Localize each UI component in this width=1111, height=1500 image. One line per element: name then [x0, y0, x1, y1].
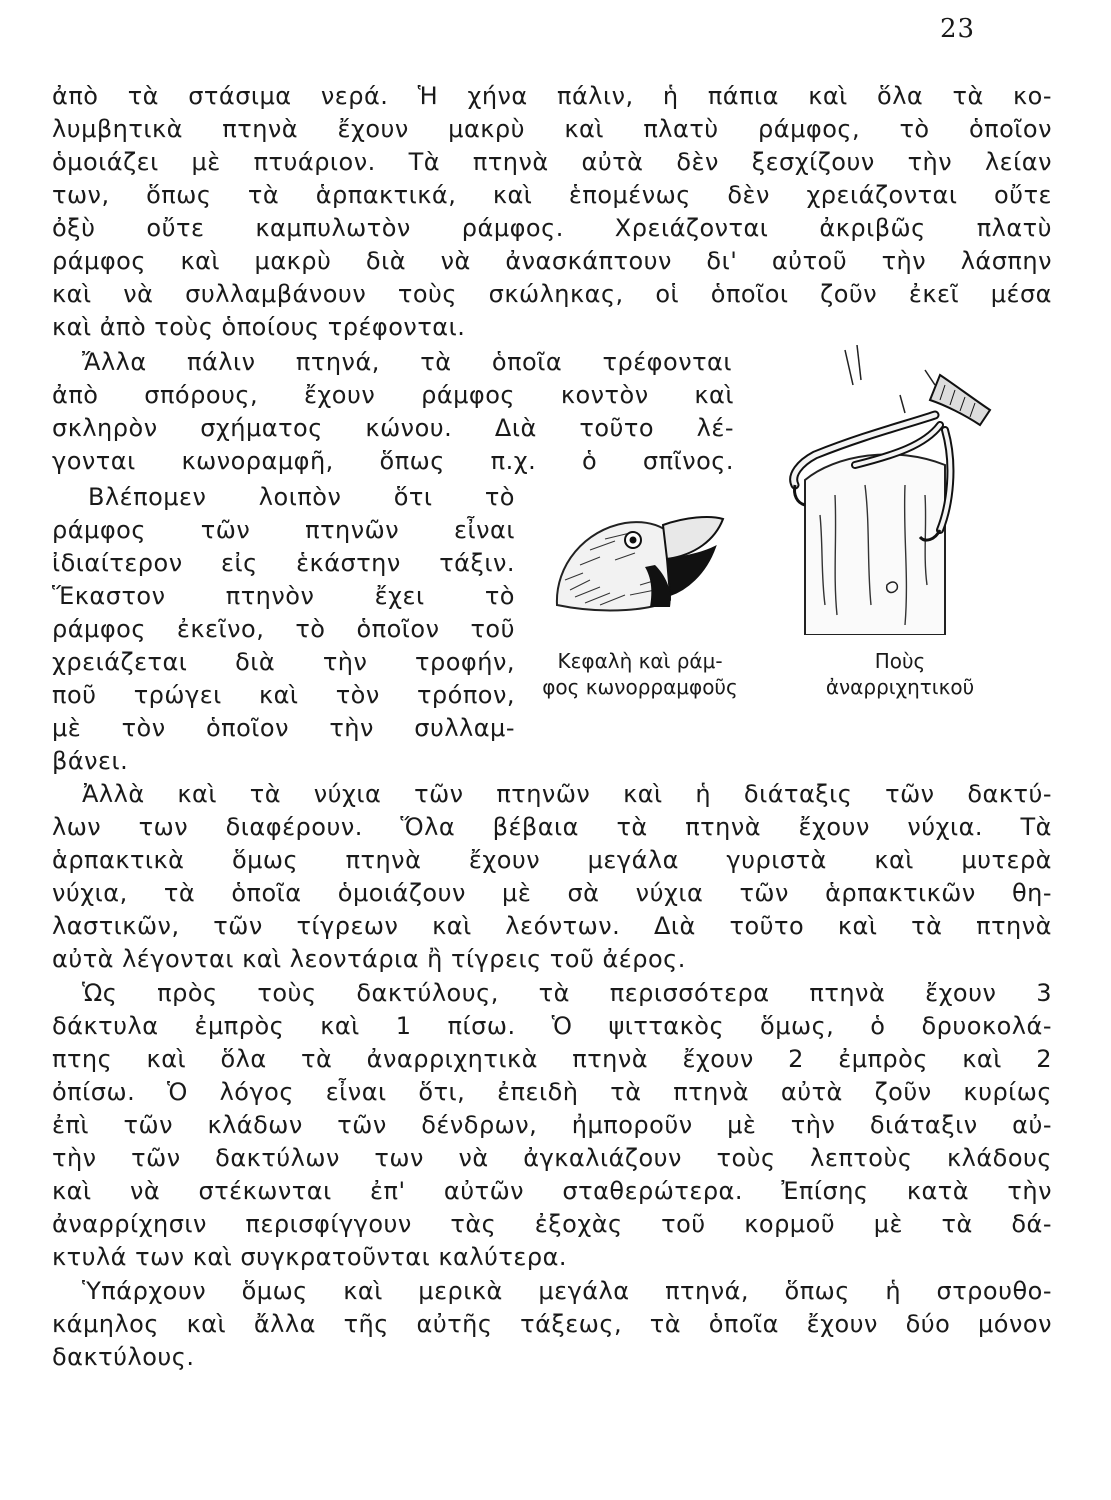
text-line: ράμφος τῶν πτηνῶν εἶναι [52, 516, 515, 544]
finch-head-drawing [545, 495, 725, 635]
text-line: μὲ τὸν ὁποῖον τὴν συλλαμ- [52, 714, 515, 742]
text-line: κάμηλος καὶ ἄλλα τῆς αὐτῆς τάξεως, τὰ ὁποῖα ἔχουν δύο μόνον [52, 1310, 1052, 1338]
text-line: κτυλά των καὶ συγκρατοῦνται καλύτερα. [52, 1243, 568, 1271]
text-line: βάνει. [52, 747, 129, 775]
text-line: δάκτυλα ἐμπρὸς καὶ 1 πίσω. Ὁ ψιττακὸς ὅμως, ὁ δρυοκολά- [52, 1012, 1052, 1040]
caption-line: Κεφαλὴ καὶ ράμ- [557, 649, 723, 673]
text-line: ἀναρρίχησιν περισφίγγουν τὰς ἐξοχὰς τοῦ κορμοῦ μὲ τὰ δά- [52, 1210, 1052, 1238]
text-line: ἰδιαίτερον εἰς ἑκάστην τάξιν. [52, 549, 515, 577]
text-line: Βλέπομεν λοιπὸν ὅτι τὸ [88, 483, 515, 511]
text-line: ἐπὶ τῶν κλάδων τῶν δένδρων, ἠμποροῦν μὲ τὴν διάταξιν αὐ- [52, 1111, 1052, 1139]
caption-line: Ποὺς [874, 649, 926, 673]
text-line: δακτύλους. [52, 1343, 195, 1371]
text-line: ἀπὸ σπόρους, ἔχουν ράμφος κοντὸν καὶ [52, 381, 734, 409]
text-line: καὶ ἀπὸ τοὺς ὁποίους τρέφονται. [52, 313, 466, 341]
text-line: ὀπίσω. Ὁ λόγος εἶναι ὅτι, ἐπειδὴ τὰ πτηνὰ αὐτὰ ζοῦν κυρίως [52, 1078, 1052, 1106]
finch-head-illustration [545, 495, 725, 635]
text-line: ἀπὸ τὰ στάσιμα νερά. Ἡ χήνα πάλιν, ἡ πάπια καὶ ὅλα τὰ κο- [52, 82, 1052, 110]
text-line: σκληρὸν σχήματος κώνου. Διὰ τοῦτο λέ- [52, 414, 734, 442]
text-line: καὶ νὰ συλλαμβάνουν τοὺς σκώληκας, οἱ ὁποῖοι ζοῦν ἐκεῖ μέσα [52, 280, 1052, 308]
text-line: Ὡς πρὸς τοὺς δακτύλους, τὰ περισσότερα πτηνὰ ἔχουν 3 [82, 979, 1052, 1007]
climbing-foot-drawing [775, 345, 1015, 635]
text-line: Ἕκαστον πτηνὸν ἔχει τὸ [52, 582, 515, 610]
text-line: Ἀλλὰ καὶ τὰ νύχια τῶν πτηνῶν καὶ ἡ διάταξις τῶν δακτύ- [82, 780, 1052, 808]
text-line: γονται κωνοραμφῆ, ὅπως π.χ. ὁ σπῖνος. [52, 447, 734, 475]
text-line: πτης καὶ ὅλα τὰ ἀναρριχητικὰ πτηνὰ ἔχουν 2 ἐμπρὸς καὶ 2 [52, 1045, 1052, 1073]
text-line: των, ὅπως τὰ ἁρπακτικά, καὶ ἑπομένως δὲν χρειάζονται οὔτε [52, 181, 1052, 209]
climbing-foot-caption [800, 648, 1000, 700]
text-line: νύχια, τὰ ὁποῖα ὁμοιάζουν μὲ σὰ νύχια τῶν ἁρπακτικῶν θη- [52, 879, 1052, 907]
text-line: λυμβητικὰ πτηνὰ ἔχουν μακρὺ καὶ πλατὺ ράμφος, τὸ ὁποῖον [52, 115, 1052, 143]
finch-head-caption [540, 648, 740, 700]
text-line: λαστικῶν, τῶν τίγρεων καὶ λεόντων. Διὰ τοῦτο καὶ τὰ πτηνὰ [52, 912, 1052, 940]
text-line: ποῦ τρώγει καὶ τὸν τρόπον, [52, 681, 515, 709]
climbing-foot-illustration [775, 345, 1015, 635]
text-line: ὁμοιάζει μὲ πτυάριον. Τὰ πτηνὰ αὐτὰ δὲν ξεσχίζουν τὴν λείαν [52, 148, 1052, 176]
text-line: Ἄλλα πάλιν πτηνά, τὰ ὁποῖα τρέφονται [82, 348, 732, 376]
text-line: τὴν τῶν δακτύλων των νὰ ἀγκαλιάζουν τοὺς λεπτοὺς κλάδους [52, 1144, 1052, 1172]
text-line: ὀξὺ οὔτε καμπυλωτὸν ράμφος. Χρειάζονται ἀκριβῶς πλατὺ [52, 214, 1052, 242]
caption-line: φος κωνορραμφοῦς [542, 675, 738, 699]
text-line: χρειάζεται διὰ τὴν τροφήν, [52, 648, 515, 676]
text-line: αὐτὰ λέγονται καὶ λεοντάρια ἢ τίγρεις τοῦ ἀέρος. [52, 945, 686, 973]
text-line: λων των διαφέρουν. Ὅλα βέβαια τὰ πτηνὰ ἔχουν νύχια. Τὰ [52, 813, 1052, 841]
text-line: καὶ νὰ στέκωνται ἐπ' αὐτῶν σταθερώτερα. Ἐπίσης κατὰ τὴν [52, 1177, 1052, 1205]
page-number: 23 [940, 14, 976, 44]
caption-line: ἀναρριχητικοῦ [825, 675, 975, 699]
text-line: ράμφος ἐκεῖνο, τὸ ὁποῖον τοῦ [52, 615, 515, 643]
text-line: ράμφος καὶ μακρὺ διὰ νὰ ἀνασκάπτουν δι' αὐτοῦ τὴν λάσπην [52, 247, 1052, 275]
text-line: ἁρπακτικὰ ὅμως πτηνὰ ἔχουν μεγάλα γυριστὰ καὶ μυτερὰ [52, 846, 1052, 874]
text-line: Ὑπάρχουν ὅμως καὶ μερικὰ μεγάλα πτηνά, ὅπως ἡ στρουθο- [82, 1277, 1052, 1305]
